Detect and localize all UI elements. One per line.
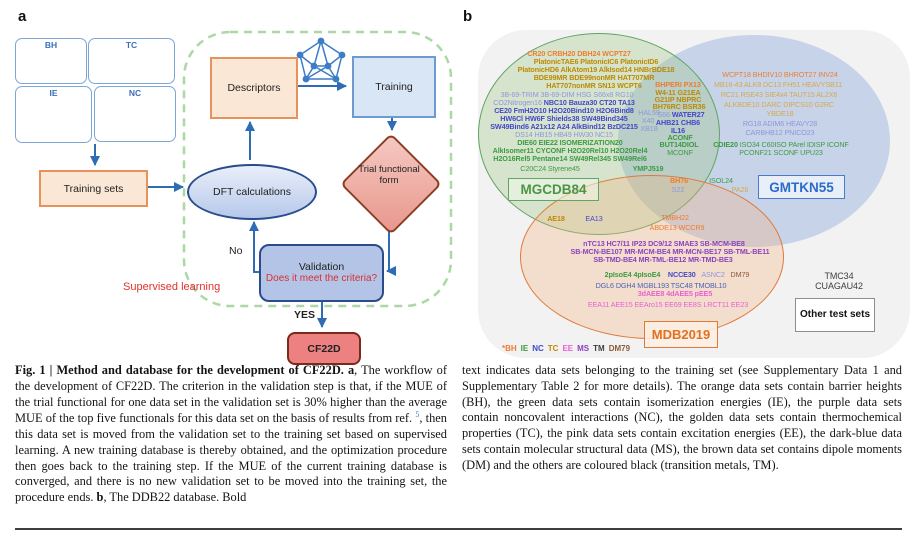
validation-title: Validation bbox=[298, 261, 345, 274]
panel-a-label: a bbox=[18, 8, 27, 25]
dataset-group: CUAGAU42 bbox=[815, 281, 863, 291]
legend-item-tc: TC bbox=[547, 344, 559, 353]
caption-text: text indicates data sets belonging to the training set (see Supplementary Data 1 and Supplementary Table 2 for more details). The orange data sets contain barrier heights (BH), the green data sets contain isomerization energies (IE), the purple data sets contain noncovalent interactions (NC), the golden data sets contain thermochemical properties (TC), the pink data sets contain excitation energies (EE), the dark-blue data sets contain molecular structural data (MS), the brown data set contains dipole moments (DM) and the others are coloured black (transition metals, TM). bbox=[462, 363, 902, 472]
dataset-group: SB-TMD-BE4 MR-TML-BE12 MR-TMD-BE3 bbox=[593, 255, 733, 264]
training-node: Training bbox=[352, 56, 436, 118]
dataset-group: AlkIsomer11 CYCONF H2O20Rel10 H2O20Rel4 bbox=[492, 146, 648, 155]
dataset-group: CARBHB12 PNICO23 bbox=[745, 128, 815, 137]
dataset-group: YBDE18 bbox=[766, 109, 794, 118]
dataset-group: CR20 CRBH20 DBH24 WCPT27 bbox=[527, 49, 631, 58]
validation-question: Does it meet the criteria? bbox=[265, 273, 378, 285]
dataset-group: HW6Cl HW6F Shields38 SW49Bind345 bbox=[500, 114, 628, 123]
dataset-group: AHB21 CHB6 bbox=[655, 118, 701, 127]
dataset-group: X40 bbox=[641, 116, 655, 125]
training-sets-node: Training sets bbox=[39, 170, 148, 207]
dataset-group: SW49Bind6 A21x12 A24 AlkBind12 BzDC215 bbox=[490, 122, 638, 131]
dataset-group: DS14 HB15 HB49 HW30 NC15 bbox=[515, 130, 613, 139]
category-legend bbox=[502, 344, 634, 353]
caption-text: Fig. 1 | Method and database for the development of CF22D. a bbox=[15, 363, 355, 377]
cf22d-node: CF22D bbox=[287, 332, 361, 365]
dataset-group: NCCE30 bbox=[667, 270, 696, 279]
dataset-group: S66 bbox=[657, 110, 672, 119]
nc-icon-title: NC bbox=[128, 88, 142, 98]
mgcdb84-label: MGCDB84 bbox=[508, 178, 599, 201]
dataset-group: RG18 ADIM6 HEAVY28 bbox=[742, 119, 818, 128]
mdb2019-label: MDB2019 bbox=[644, 321, 718, 348]
dataset-group: IL16 bbox=[671, 126, 685, 135]
bh-icon-title: BH bbox=[44, 40, 58, 50]
legend-item-dm79: DM79 bbox=[608, 344, 631, 353]
legend-item-ee: EE bbox=[562, 344, 574, 353]
dataset-group: 3B-69-TRIM 3B-69-DIM HSG S66x8 RG10 bbox=[500, 90, 634, 99]
bottom-rule bbox=[15, 528, 902, 530]
ie-icon-title: IE bbox=[49, 88, 58, 98]
dataset-group: SB-MCN-BE107 MR-MCM-BE4 MR-MCN-BE17 SB-TML-BE11 bbox=[570, 247, 770, 256]
nc-icon-box bbox=[94, 86, 176, 142]
tc-icon-box bbox=[88, 38, 175, 84]
dataset-group: ISOL24 bbox=[709, 176, 733, 185]
caption-text: , The workflow of the development of CF22D. The criterion in the validation step is that, if the MUE of the trial functional for one data set in the validation set is 30% higher than the average MUE of the top five functionals for this data set on the basis of results from ref. bbox=[15, 363, 447, 426]
dataset-group: YMPJ519 bbox=[632, 164, 664, 173]
dataset-group: PCONF21 SCONF UPU23 bbox=[739, 148, 823, 157]
dataset-group: PlatonicHD6 AlkAtom19 AlkIsod14 HNBrBDE18 bbox=[517, 65, 675, 74]
dataset-group: DM79 bbox=[730, 270, 750, 279]
supervised-learning-label: Supervised learning bbox=[123, 281, 221, 293]
caption-text: , then this data set is moved from the validation set to the training set based on supervised learning. A new training database is thereby obtained, and the optimization procedure then goes back to the training step. If the MUE of the current training database is converged, and there is no new validation set to be moved into the training set, the procedure ends. bbox=[15, 411, 447, 505]
dataset-group: ABDE13 WCCR9 bbox=[649, 223, 705, 232]
dataset-group: BDE99MR BDE99nonMR HAT707MR bbox=[533, 73, 655, 82]
dataset-group: C20C24 Styrene45 bbox=[520, 164, 580, 173]
bh-icon-box bbox=[15, 38, 87, 84]
legend-item-bh: *BH bbox=[502, 344, 517, 353]
dataset-group: WCPT18 BHDIV10 BHROT27 INV24 bbox=[722, 70, 838, 79]
dataset-group: W4-11 G21EA bbox=[655, 88, 701, 97]
legend-item-nc: NC bbox=[532, 344, 544, 353]
dataset-group: TMBH22 bbox=[661, 213, 689, 222]
dataset-group: nTC13 HC7/11 IP23 DC9/12 SMAE3 SB-MCM-BE8 bbox=[583, 239, 745, 248]
caption-text: , The DDB22 database. Bold bbox=[103, 490, 247, 505]
dataset-group: WATER27 bbox=[671, 110, 705, 119]
dataset-group: 3dAEE8 4dAEE5 pEE5 bbox=[637, 289, 713, 298]
trial-functional-label: Trial functional form bbox=[358, 164, 420, 186]
dataset-group: ISO34 C60ISO PArel IDISP ICONF bbox=[739, 140, 849, 149]
descriptors-node: Descriptors bbox=[210, 57, 298, 119]
legend-item-ie: IE bbox=[520, 344, 529, 353]
legend-item-tm: TM bbox=[593, 344, 605, 353]
dataset-group: HAT707nonMR SN13 WCPT6 bbox=[546, 81, 642, 90]
dataset-group: DIE60 EIE22 ISOMERIZATION20 bbox=[517, 138, 623, 147]
dataset-group: CDIE20 bbox=[713, 140, 740, 149]
gmtkn55-label: GMTKN55 bbox=[758, 175, 845, 199]
legend-item-ms: MS bbox=[577, 344, 590, 353]
dataset-group: MB16-43 ALK8 DC13 FH51 HEAVYSB11 bbox=[714, 80, 842, 89]
dataset-group: ACONF bbox=[667, 133, 693, 142]
dataset-group: BH76 bbox=[670, 176, 688, 185]
dataset-group: XB18 bbox=[640, 124, 658, 133]
validation-node bbox=[259, 244, 384, 302]
dataset-group: S22 bbox=[671, 185, 685, 194]
dataset-group: CO2Nitrogen16 bbox=[493, 98, 544, 107]
tc-icon-title: TC bbox=[125, 40, 138, 50]
panel-b-label: b bbox=[463, 8, 473, 25]
dataset-group: EA13 bbox=[585, 214, 603, 223]
dft-calculations-node: DFT calculations bbox=[187, 164, 317, 220]
dataset-group: ASNC2 bbox=[701, 270, 725, 279]
caption-right-column bbox=[462, 363, 902, 473]
dataset-group: EEA11 AEE15 EEAro15 EE69 EE8S LRCT11 EE23 bbox=[587, 300, 749, 309]
dataset-group: H2O16Rel5 Pentane14 SW49Rel345 SW49Rel6 bbox=[493, 154, 647, 163]
dataset-group: BHPERI PX13 bbox=[655, 80, 701, 89]
dataset-group: HAL59 bbox=[638, 108, 660, 117]
neural-network-icon bbox=[297, 38, 346, 83]
dataset-group: 2pIsoE4 4pIsoE4 bbox=[604, 270, 661, 279]
caption-left-column bbox=[15, 363, 447, 506]
dataset-group: RC21 RSE43 SIE4x4 TAUT15 AL2X6 bbox=[720, 90, 838, 99]
caption-text: b bbox=[96, 490, 104, 505]
caption-text: 5 bbox=[415, 410, 420, 420]
dataset-group: NBC10 Bauza30 CT20 TA13 bbox=[543, 98, 635, 107]
dataset-group: BH76RC BSR36 bbox=[652, 102, 706, 111]
dataset-group: PA26 bbox=[731, 185, 749, 194]
yes-label: YES bbox=[294, 309, 316, 321]
dataset-group: BUT14DIOL bbox=[659, 140, 699, 149]
dataset-group: AE18 bbox=[547, 214, 565, 223]
dataset-group: ALKBDE10 DARC DIPCS10 G2RC bbox=[723, 100, 835, 109]
dataset-group: DGL6 DGH4 MGBL193 TSC48 TMOBL10 bbox=[595, 281, 727, 290]
dataset-group: MCONF bbox=[667, 148, 693, 157]
dataset-group: TMC34 bbox=[824, 271, 854, 281]
dataset-group: G21IP NBPRC bbox=[654, 95, 702, 104]
dataset-group: CE20 FmH2O10 H2O20Bind10 H2O6Bind8 bbox=[494, 106, 634, 115]
dataset-group: PlatonicTAE6 PlatonicIC6 PlatonicID6 bbox=[533, 57, 659, 66]
no-label: No bbox=[229, 245, 243, 257]
other-test-sets-label: Other test sets bbox=[795, 298, 875, 332]
ie-icon-box bbox=[15, 86, 92, 143]
